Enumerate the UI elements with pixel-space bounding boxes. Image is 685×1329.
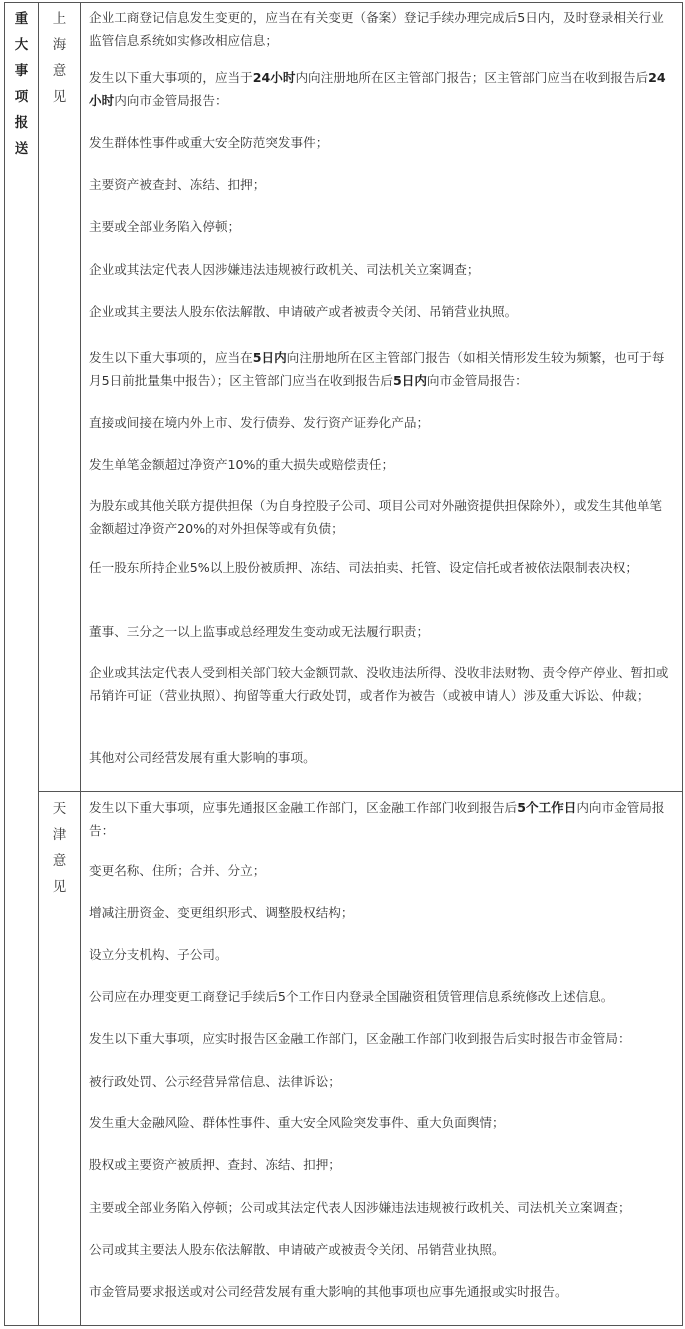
section-label-vertical: [5, 6, 38, 162]
label-char: 项: [14, 89, 29, 105]
highlight-5day-1: 5日内: [252, 350, 287, 365]
list-item: 被行政处罚、公示经营异常信息、法律诉讼；: [89, 1074, 341, 1089]
list-item: 变更名称、住所；合并、分立；: [89, 863, 266, 878]
list-item: 主要或全部业务陷入停顿；: [89, 219, 241, 234]
label-char: 大: [14, 37, 29, 53]
tianjin-5workday-paragraph: [89, 796, 674, 842]
text: 发生以下重大事项的，应当于: [89, 70, 253, 85]
list-item: 公司应在办理变更工商登记手续后5个工作日内登录全国融资租赁管理信息系统修改上述信息。: [89, 989, 614, 1004]
label-char: 重: [14, 11, 29, 27]
list-item: 发生重大金融风险、群体性事件、重大安全风险突发事件、重大负面舆情；: [89, 1115, 505, 1130]
label-char: 见: [52, 879, 67, 895]
list-item: 直接或间接在境内外上市、发行债券、发行资产证券化产品；: [89, 415, 430, 430]
table-border-right: [682, 2, 683, 1326]
shanghai-intro: 企业工商登记信息发生变更的，应当在有关变更（备案）登记手续办理完成后5日内，及时登录相关行业监管信息系统如实修改相应信息；: [89, 10, 664, 48]
text: 内向注册地所在区主管部门报告；区主管部门应当在收到报告后: [295, 70, 649, 85]
shanghai-5day-paragraph: [89, 346, 674, 392]
label-char: 意: [52, 63, 67, 79]
shanghai-24h-paragraph: [89, 66, 674, 112]
list-item: 董事、三分之一以上监事或总经理发生变动或无法履行职责；: [89, 624, 430, 639]
tianjin-label-vertical: [39, 796, 80, 900]
shanghai-label-vertical: [39, 6, 80, 110]
text: 向注册地所在区主管部门报告（如相关情形发生较为频繁，也可于每月5日前批量集中报告）；区主管部门应当在收到报告后: [89, 350, 665, 388]
column-divider-1: [38, 2, 39, 1326]
label-char: 送: [14, 141, 29, 157]
tianjin-realtime-paragraph: 发生以下重大事项，应实时报告区金融工作部门，区金融工作部门收到报告后实时报告市金管局：: [89, 1031, 631, 1046]
text: 内向市金管局报告：: [114, 93, 228, 108]
label-char: 事: [14, 63, 29, 79]
list-item: 任一股东所持企业5%以上股份被质押、冻结、司法拍卖、托管、设定信托或者被依法限制表决权；: [89, 560, 638, 575]
highlight-24h-1: 24小时: [252, 70, 296, 85]
highlight-5workday: 5个工作日: [517, 800, 577, 815]
list-item: 股权或主要资产被质押、查封、冻结、扣押；: [89, 1157, 341, 1172]
list-item: 企业或其主要法人股东依法解散、申请破产或者被责令关闭、吊销营业执照。: [89, 304, 518, 319]
label-char: 天: [52, 801, 67, 817]
highlight-24h-2: 24小时: [89, 70, 666, 108]
label-char: 报: [14, 115, 29, 131]
label-char: 见: [52, 89, 67, 105]
list-item: 为股东或其他关联方提供担保（为自身控股子公司、项目公司对外融资提供担保除外），或发生其他单笔金额超过净资产20%的对外担保等或有负债；: [89, 498, 663, 536]
label-char: 上: [52, 11, 67, 27]
label-char: 津: [52, 827, 67, 843]
list-item: 市金管局要求报送或对公司经营发展有重大影响的其他事项也应事先通报或实时报告。: [89, 1284, 568, 1299]
list-item: 发生单笔金额超过净资产10%的重大损失或赔偿责任；: [89, 457, 395, 472]
table-border-bottom: [4, 1325, 683, 1326]
list-item: 发生群体性事件或重大安全防范突发事件；: [89, 135, 329, 150]
list-item: 主要或全部业务陷入停顿；公司或其法定代表人因涉嫌违法违规被行政机关、司法机关立案调查；: [89, 1200, 631, 1215]
list-item: 主要资产被查封、冻结、扣押；: [89, 177, 266, 192]
list-item: 其他对公司经营发展有重大影响的事项。: [89, 750, 316, 765]
row-divider: [38, 791, 683, 792]
label-char: 意: [52, 853, 67, 869]
list-item: 企业或其法定代表人因涉嫌违法违规被行政机关、司法机关立案调查；: [89, 262, 480, 277]
list-item: 设立分支机构、子公司。: [89, 947, 228, 962]
text: 发生以下重大事项，应事先通报区金融工作部门，区金融工作部门收到报告后: [89, 800, 518, 815]
list-item: 企业或其法定代表人受到相关部门较大金额罚款、没收违法所得、没收非法财物、责令停产停业、暂扣或吊销许可证（营业执照）、拘留等重大行政处罚，或者作为被告（或被申请人）涉及重大诉讼、仲裁；: [89, 665, 669, 703]
list-item: 增减注册资金、变更组织形式、调整股权结构；: [89, 905, 354, 920]
text: 内向市金管局报告：: [89, 800, 665, 838]
table-border-top: [4, 2, 683, 3]
highlight-5day-2: 5日内: [392, 373, 427, 388]
column-divider-2: [80, 2, 81, 1326]
label-char: 海: [52, 37, 67, 53]
text: 向市金管局报告：: [426, 373, 528, 388]
text: 发生以下重大事项的，应当在: [89, 350, 253, 365]
table-border-left: [4, 2, 5, 1326]
list-item: 公司或其主要法人股东依法解散、申请破产或被责令关闭、吊销营业执照。: [89, 1242, 505, 1257]
